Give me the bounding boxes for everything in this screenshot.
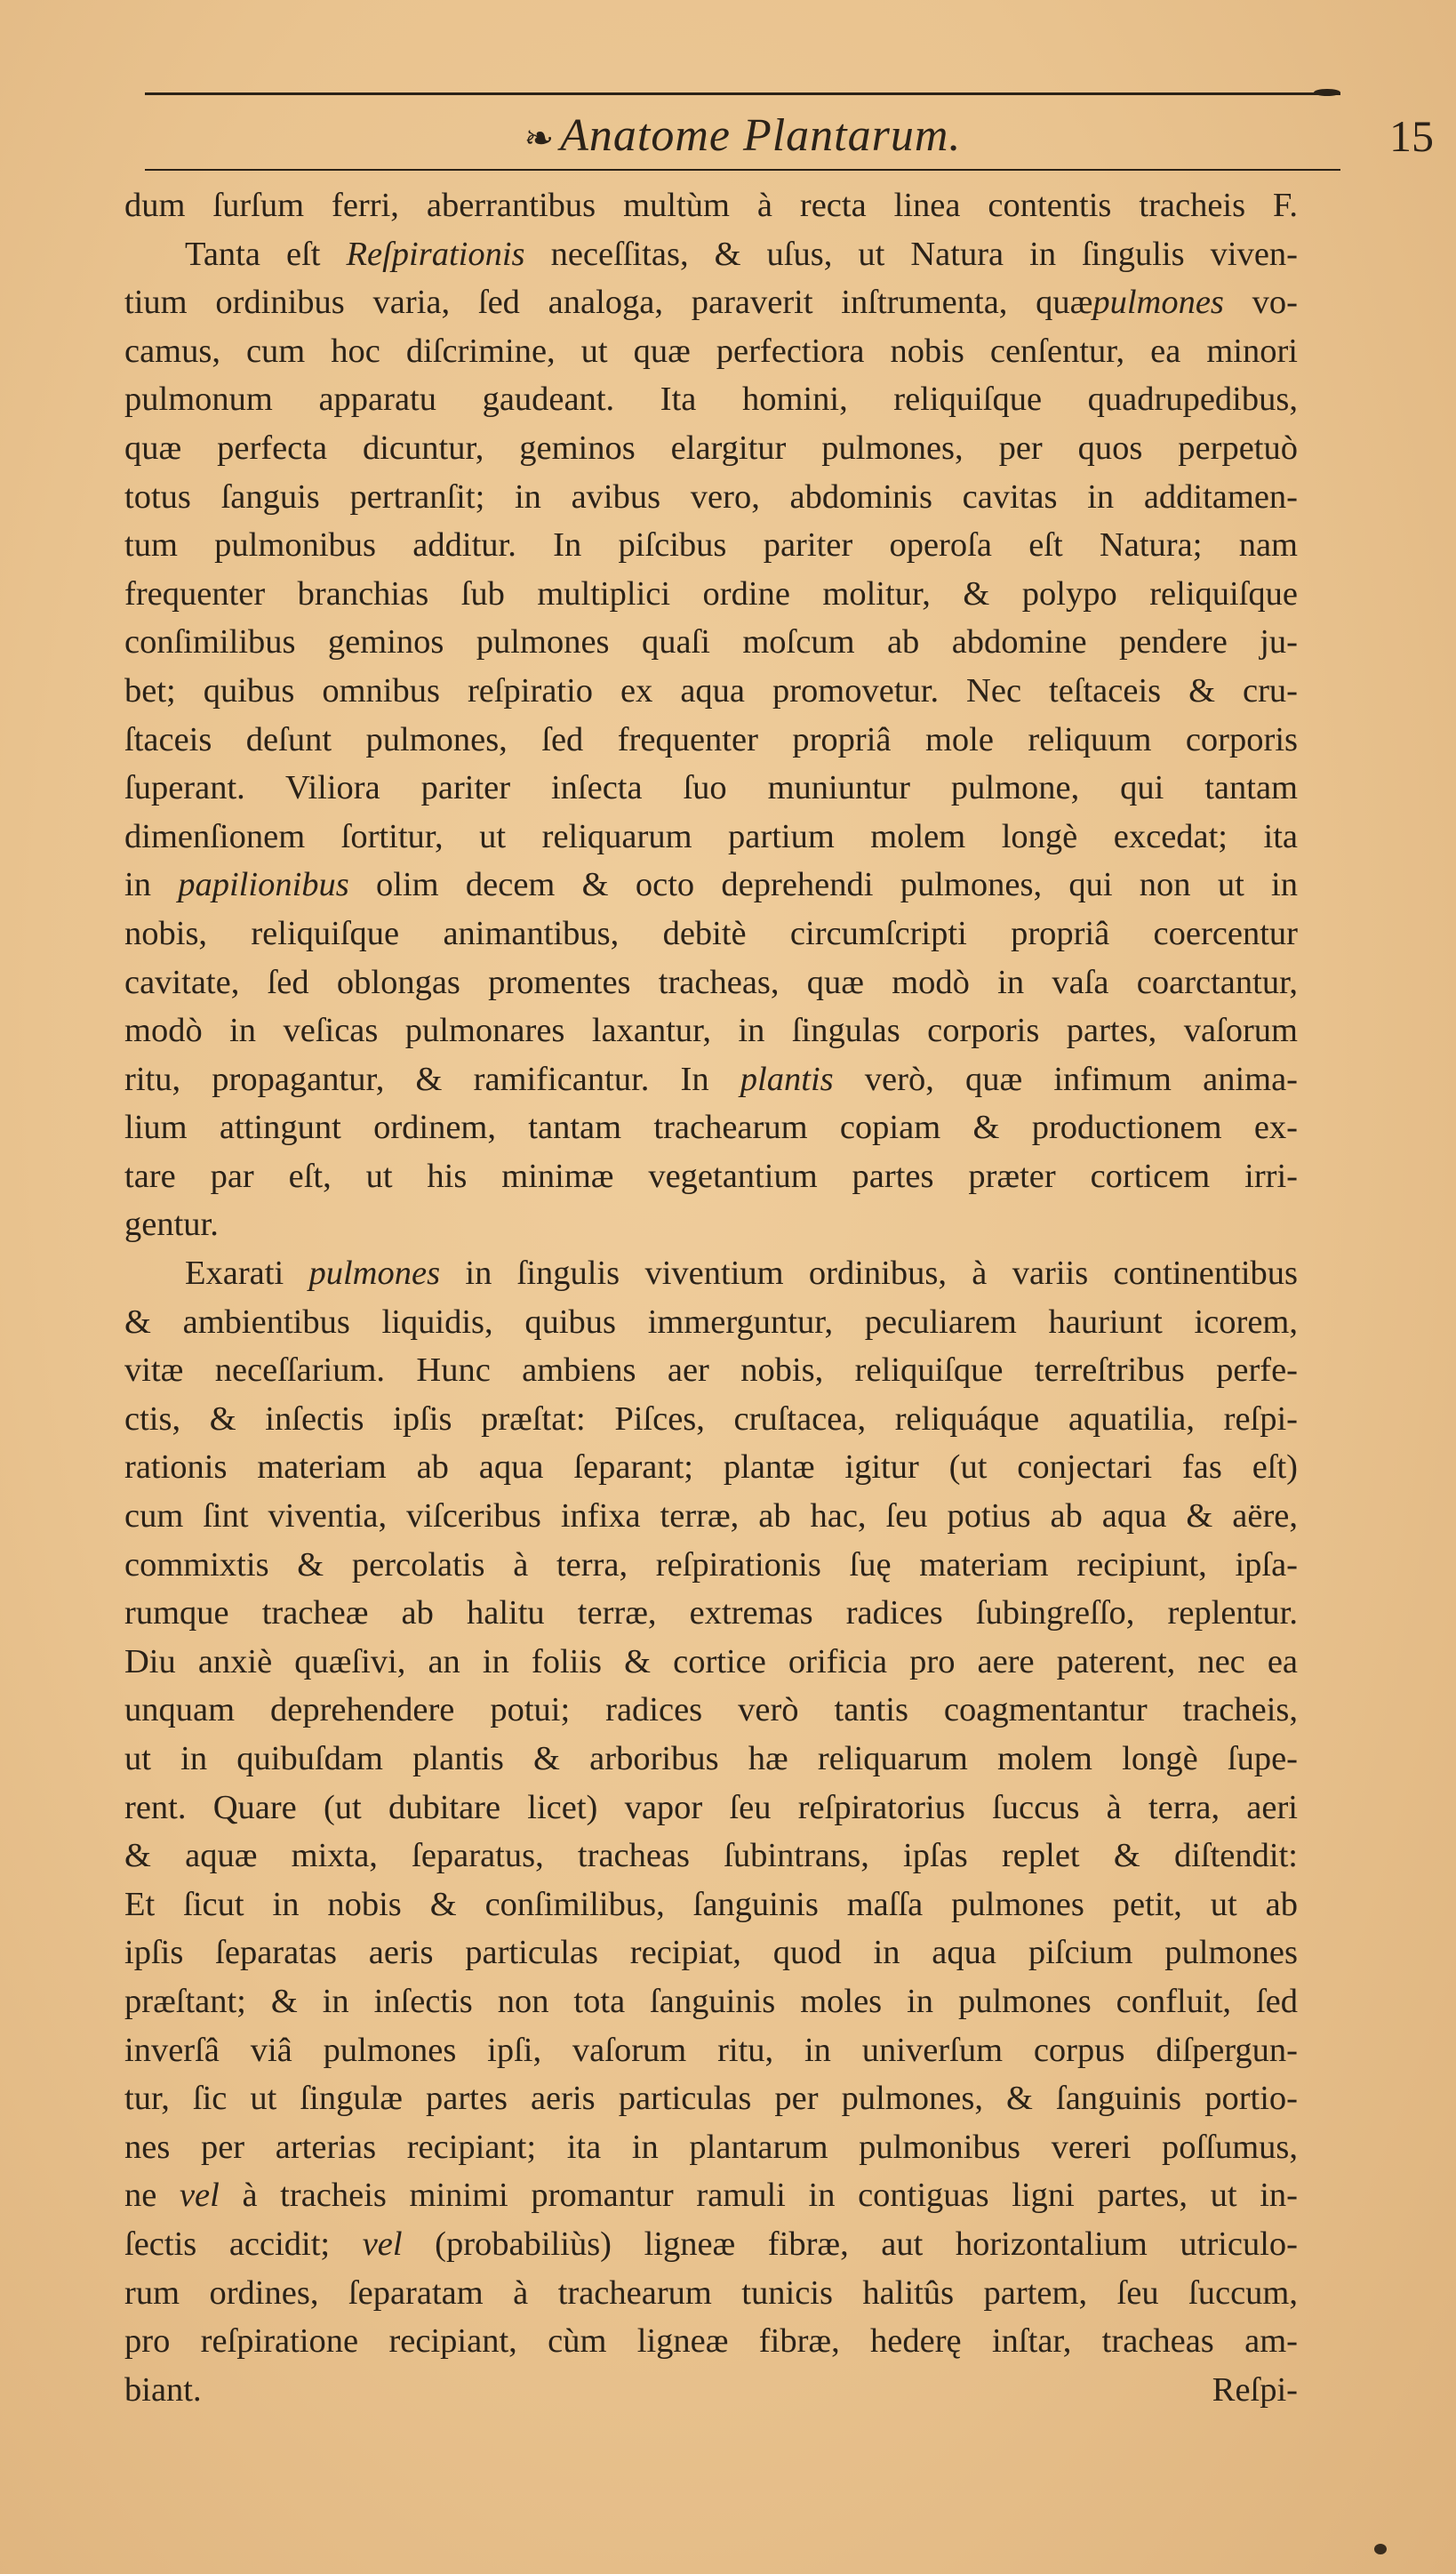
text-line: nobis, reliquiſque animantibus, debitè circumſcripti propriâ coercentur	[124, 914, 1298, 952]
text-line: & aquæ mixta, ſeparatus, tracheas ſubintrans, ipſas replet & diſtendit:	[124, 1837, 1298, 1875]
text-line: tum pulmonibus additur. In piſcibus pariter operoſa eſt Natura; nam	[124, 526, 1298, 565]
text-line: tare par eſt, ut his minimæ vegetantium partes præter corticem irri-	[124, 1157, 1298, 1195]
text-line: unquam deprehendere potui; radices verò tantis coagmentantur tracheis,	[124, 1691, 1298, 1729]
text-line: rationis materiam ab aqua ſeparant; plantæ igitur (ut conjectari fas eſt)	[124, 1448, 1298, 1487]
text-line: pro reſpiratione recipiant, cùm ligneæ fibræ, hederę inſtar, tracheas am-	[124, 2322, 1298, 2361]
text-line: nes per arterias recipiant; ita in plantarum pulmonibus vereri poſſumus,	[124, 2128, 1298, 2166]
ink-speck	[1374, 2544, 1387, 2554]
page-number: 15	[1389, 111, 1434, 161]
text-line: tium ordinibus varia, ſed analoga, paraverit inſtrumenta, quæpulmones vo-	[124, 284, 1298, 322]
text-line: rumque tracheæ ab halitu terræ, extremas radices ſubingreſſo, replentur.	[124, 1594, 1298, 1632]
running-title	[145, 105, 1340, 170]
text-line: bet; quibus omnibus reſpiratio ex aqua promovetur. Nec teſtaceis & cru-	[124, 671, 1298, 710]
running-title-text: Anatome Plantarum.	[560, 110, 962, 161]
text-line: Exarati pulmones in ſingulis viventium ordinibus, à variis continentibus	[185, 1255, 1298, 1293]
text-line: ſectis accidit; vel (probabiliùs) ligneæ fibræ, aut horizontalium utriculo-	[124, 2225, 1298, 2263]
text-line: dum ſurſum ferri, aberrantibus multùm à recta linea contentis tracheis F.	[124, 187, 1298, 224]
header-rule-top	[145, 92, 1340, 95]
text-line: Diu anxiè quæſivi, an in foliis & cortice orificia pro aere paterent, nec ea	[124, 1642, 1298, 1680]
text-line: lium attingunt ordinem, tantam trachearum copiam & productionem ex-	[124, 1109, 1298, 1147]
fleuron-icon: ❧	[524, 118, 556, 158]
text-line: quæ perfecta dicuntur, geminos elargitur pulmones, per quos perpetuò	[124, 429, 1298, 467]
text-line: totus ſanguis pertranſit; in avibus vero, abdominis cavitas in additamen-	[124, 477, 1298, 516]
text-line: ut in quibuſdam plantis & arboribus hæ reliquarum molem longè ſupe-	[124, 1740, 1298, 1777]
running-header	[145, 105, 1434, 167]
text-line: ſuperant. Viliora pariter inſecta ſuo muniuntur pulmone, qui tantam	[124, 769, 1298, 807]
text-line: ritu, propagantur, & ramificantur. In plantis verò, quæ infimum anima-	[124, 1060, 1298, 1098]
header-rule-bottom	[145, 169, 1340, 171]
text-line: ne vel à tracheis minimi promantur ramuli in contiguas ligni partes, ut in-	[124, 2177, 1298, 2215]
text-line: cavitate, ſed oblongas promentes tracheas, quæ modò in vaſa coarctantur,	[124, 963, 1298, 1001]
text-line: dimenſionem ſortitur, ut reliquarum partium molem longè excedat; ita	[124, 817, 1298, 855]
rule-ornament	[1314, 89, 1340, 96]
final-line	[124, 2366, 1298, 2415]
text-line: pulmonum apparatu gaudeant. Ita homini, reliquiſque quadrupedibus,	[124, 381, 1298, 419]
text-line: cum ſint viventia, viſceribus infixa terræ, ab hac, ſeu potius ab aqua & aëre,	[124, 1497, 1298, 1536]
text-line: camus, cum hoc diſcrimine, ut quæ perfectiora nobis cenſentur, ea minori	[124, 332, 1298, 370]
text-line: gentur.	[124, 1206, 219, 1244]
body-text	[124, 181, 1298, 2414]
text-line: conſimilibus geminos pulmones quaſi moſcum ab abdomine pendere ju-	[124, 623, 1298, 662]
text-line: Et ſicut in nobis & conſimilibus, ſanguinis maſſa pulmones petit, ut ab	[124, 1885, 1298, 1923]
text-line: in papilionibus olim decem & octo deprehendi pulmones, qui non ut in	[124, 866, 1298, 904]
text-line: tur, ſic ut ſingulæ partes aeris particulas per pulmones, & ſanguinis portio-	[124, 2080, 1298, 2118]
final-word: biant.	[124, 2370, 202, 2409]
text-line: vitæ neceſſarium. Hunc ambiens aer nobis, reliquiſque terreſtribus perfe-	[124, 1351, 1298, 1390]
text-line: præſtant; & in inſectis non tota ſanguinis moles in pulmones confluit, ſed	[124, 1982, 1298, 2020]
text-line: modò in veſicas pulmonares laxantur, in ſingulas corporis partes, vaſorum	[124, 1012, 1298, 1050]
text-line: ctis, & inſectis ipſis præſtat: Piſces, cruſtacea, reliquáque aquatilia, reſpi-	[124, 1399, 1298, 1438]
text-line: inverſâ viâ pulmones ipſi, vaſorum ritu, in univerſum corpus diſpergun-	[124, 2031, 1298, 2069]
text-line: & ambientibus liquidis, quibus immerguntur, peculiarem hauriunt icorem,	[124, 1303, 1298, 1341]
text-line: Tanta eſt Reſpirationis neceſſitas, & uſus, ut Natura in ſingulis viven-	[185, 235, 1298, 273]
text-line: frequenter branchias ſub multiplici ordine molitur, & polypo reliquiſque	[124, 574, 1298, 613]
catchword: Reſpi-	[1212, 2370, 1298, 2409]
text-line: rent. Quare (ut dubitare licet) vapor ſeu reſpiratorius ſuccus à terra, aeri	[124, 1788, 1298, 1826]
text-line: rum ordines, ſeparatam à trachearum tunicis halitûs partem, ſeu ſuccum,	[124, 2273, 1298, 2312]
text-line: commixtis & percolatis à terra, reſpirationis ſuę materiam recipiunt, ipſa-	[124, 1545, 1298, 1584]
text-line: ſtaceis deſunt pulmones, ſed frequenter propriâ mole reliquum corporis	[124, 720, 1298, 758]
text-line: ipſis ſeparatas aeris particulas recipiat, quod in aqua piſcium pulmones	[124, 1934, 1298, 1972]
